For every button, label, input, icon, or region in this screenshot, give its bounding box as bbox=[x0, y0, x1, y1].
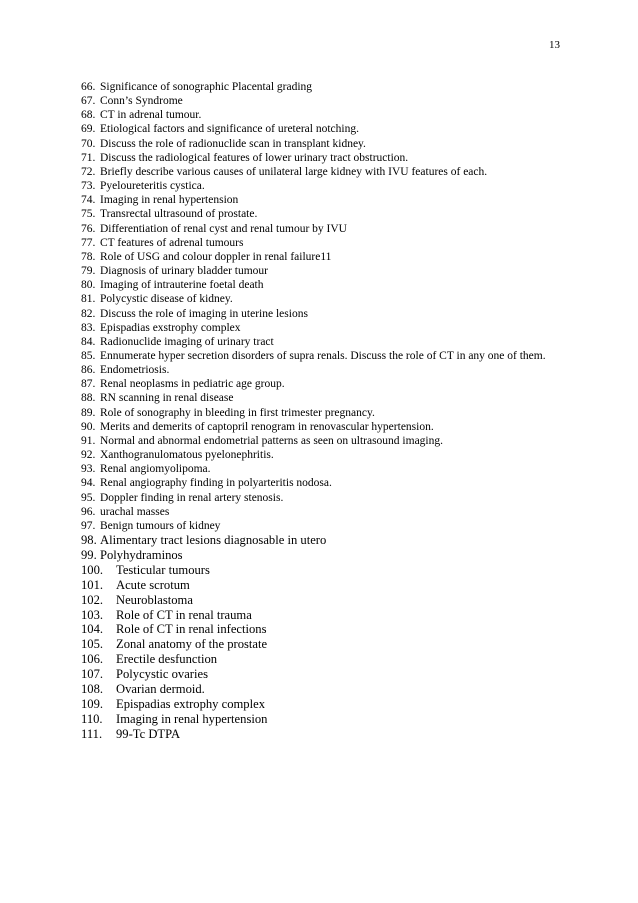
item-text: 99-Tc DTPA bbox=[116, 726, 181, 741]
list-item bbox=[81, 94, 561, 108]
item-number: 78. bbox=[81, 250, 96, 263]
item-number: 70. bbox=[81, 137, 96, 150]
page-number: 13 bbox=[549, 39, 560, 51]
item-text: Doppler finding in renal artery stenosis. bbox=[100, 491, 284, 504]
list-item bbox=[81, 476, 561, 490]
item-number: 108. bbox=[81, 682, 104, 697]
list-item bbox=[81, 727, 561, 742]
list-item bbox=[81, 391, 561, 405]
item-text: Ovarian dermoid. bbox=[116, 682, 205, 697]
item-text: Imaging in renal hypertension bbox=[100, 194, 239, 207]
item-text: Imaging in renal hypertension bbox=[116, 711, 268, 726]
item-text: Transrectal ultrasound of prostate. bbox=[100, 208, 258, 221]
item-text: Ennumerate hyper secretion disorders of supra renals. Discuss the role of CT in any one of them. bbox=[100, 349, 546, 362]
item-text: Discuss the role of radionuclide scan in transplant kidney. bbox=[100, 137, 366, 150]
list-item bbox=[81, 637, 561, 652]
item-number: 89. bbox=[81, 406, 96, 419]
item-number: 94. bbox=[81, 477, 96, 490]
item-number: 73. bbox=[81, 180, 96, 193]
item-text: Zonal anatomy of the prostate bbox=[116, 637, 268, 652]
item-number: 80. bbox=[81, 279, 96, 292]
list-item bbox=[81, 108, 561, 122]
item-number: 74. bbox=[81, 194, 96, 207]
item-text: Epispadias extrophy complex bbox=[116, 696, 265, 711]
list-item bbox=[81, 207, 561, 221]
list-item bbox=[81, 491, 561, 505]
item-number: 76. bbox=[81, 222, 96, 235]
item-text: Benign tumours of kidney bbox=[100, 519, 221, 532]
item-number: 102. bbox=[81, 592, 104, 607]
item-number: 97. bbox=[81, 519, 96, 532]
list-item bbox=[81, 548, 561, 563]
list-item bbox=[81, 533, 561, 548]
item-text: Merits and demerits of captopril renogram in renovascular hypertension. bbox=[100, 420, 434, 433]
list-item bbox=[81, 193, 561, 207]
list-item bbox=[81, 578, 561, 593]
item-text: Discuss the role of imaging in uterine lesions bbox=[100, 307, 308, 320]
item-text: Alimentary tract lesions diagnosable in utero bbox=[100, 533, 327, 547]
list-item bbox=[81, 406, 561, 420]
item-text: Renal angiomyolipoma. bbox=[100, 463, 211, 476]
item-text: Significance of sonographic Placental grading bbox=[100, 81, 313, 93]
list-item bbox=[81, 278, 561, 292]
item-text: Endometriosis. bbox=[100, 364, 170, 377]
item-text: Epispadias exstrophy complex bbox=[100, 321, 241, 334]
list-item bbox=[81, 292, 561, 306]
item-text: CT in adrenal tumour. bbox=[100, 109, 202, 122]
item-text: Role of CT in renal infections bbox=[116, 622, 267, 637]
item-text: Conn’s Syndrome bbox=[100, 95, 183, 108]
item-number: 91. bbox=[81, 434, 96, 447]
item-text: Radionuclide imaging of urinary tract bbox=[100, 335, 274, 348]
item-text: Role of USG and colour doppler in renal failure11 bbox=[100, 250, 332, 263]
item-number: 69. bbox=[81, 123, 96, 136]
item-number: 93. bbox=[81, 463, 96, 476]
item-number: 105. bbox=[81, 637, 104, 652]
item-text: Neuroblastoma bbox=[116, 592, 193, 607]
item-number: 100. bbox=[81, 562, 104, 577]
list-item bbox=[81, 712, 561, 727]
item-text: urachal masses bbox=[100, 505, 170, 518]
list-item bbox=[81, 264, 561, 278]
list-item bbox=[81, 593, 561, 608]
list-item bbox=[81, 519, 561, 533]
item-number: 99. bbox=[81, 547, 97, 562]
item-text: Briefly describe various causes of unilateral large kidney with IVU features of each. bbox=[100, 165, 488, 178]
item-number: 84. bbox=[81, 335, 96, 348]
item-number: 103. bbox=[81, 607, 104, 622]
item-number: 67. bbox=[81, 95, 96, 108]
item-number: 77. bbox=[81, 236, 96, 249]
list-item bbox=[81, 179, 561, 193]
item-number: 79. bbox=[81, 265, 96, 278]
list-item bbox=[81, 307, 561, 321]
item-text: Renal angiography finding in polyarteritis nodosa. bbox=[100, 477, 332, 490]
item-text: Discuss the radiological features of lower urinary tract obstruction. bbox=[100, 151, 409, 164]
list-item bbox=[81, 697, 561, 712]
list-item bbox=[81, 80, 561, 94]
list-item bbox=[81, 420, 561, 434]
item-text: Role of sonography in bleeding in first trimester pregnancy. bbox=[100, 406, 375, 419]
item-number: 87. bbox=[81, 378, 96, 391]
list-item bbox=[81, 122, 561, 136]
item-number: 101. bbox=[81, 577, 104, 592]
list-item bbox=[81, 448, 561, 462]
item-number: 96. bbox=[81, 505, 96, 518]
item-number: 82. bbox=[81, 307, 96, 320]
item-number: 95. bbox=[81, 491, 96, 504]
item-number: 110. bbox=[81, 711, 103, 726]
list-item bbox=[81, 349, 561, 363]
list-item bbox=[81, 321, 561, 335]
list-item bbox=[81, 434, 561, 448]
list-item bbox=[81, 652, 561, 667]
item-text: Diagnosis of urinary bladder tumour bbox=[100, 265, 268, 278]
list-item bbox=[81, 137, 561, 151]
item-text: Differentiation of renal cyst and renal tumour by IVU bbox=[100, 222, 347, 235]
list-item bbox=[81, 165, 561, 179]
item-text: RN scanning in renal disease bbox=[100, 392, 234, 405]
item-number: 106. bbox=[81, 652, 104, 667]
item-number: 109. bbox=[81, 696, 104, 711]
item-number: 68. bbox=[81, 109, 96, 122]
item-text: Normal and abnormal endometrial patterns as seen on ultrasound imaging. bbox=[100, 434, 443, 447]
item-number: 98. bbox=[81, 533, 97, 547]
list-item bbox=[81, 363, 561, 377]
list-item bbox=[81, 667, 561, 682]
item-number: 72. bbox=[81, 165, 96, 178]
list-item bbox=[81, 236, 561, 250]
list-item bbox=[81, 608, 561, 623]
item-number: 66. bbox=[81, 81, 96, 93]
item-text: Polyhydraminos bbox=[100, 547, 183, 562]
item-number: 81. bbox=[81, 293, 96, 306]
item-text: CT features of adrenal tumours bbox=[100, 236, 244, 249]
item-text: Role of CT in renal trauma bbox=[116, 607, 252, 622]
item-text: Xanthogranulomatous pyelonephritis. bbox=[100, 449, 274, 462]
item-text: Pyeloureteritis cystica. bbox=[100, 180, 205, 193]
list-item bbox=[81, 462, 561, 476]
list-item bbox=[81, 250, 561, 264]
item-text: Testicular tumours bbox=[116, 562, 210, 577]
item-number: 107. bbox=[81, 667, 104, 682]
item-number: 86. bbox=[81, 364, 96, 377]
item-number: 85. bbox=[81, 349, 96, 362]
item-number: 111. bbox=[81, 726, 103, 741]
item-text: Acute scrotum bbox=[116, 577, 190, 592]
item-number: 75. bbox=[81, 208, 96, 221]
item-text: Polycystic disease of kidney. bbox=[100, 293, 233, 306]
item-number: 83. bbox=[81, 321, 96, 334]
list-item bbox=[81, 682, 561, 697]
list-item bbox=[81, 622, 561, 637]
item-text: Erectile desfunction bbox=[116, 652, 218, 667]
item-number: 71. bbox=[81, 151, 96, 164]
item-number: 92. bbox=[81, 449, 96, 462]
item-number: 88. bbox=[81, 392, 96, 405]
item-text: Imaging of intrauterine foetal death bbox=[100, 279, 264, 292]
question-list bbox=[81, 80, 561, 742]
item-text: Polycystic ovaries bbox=[116, 667, 208, 682]
list-item bbox=[81, 505, 561, 519]
item-text: Renal neoplasms in pediatric age group. bbox=[100, 378, 285, 391]
item-number: 90. bbox=[81, 420, 96, 433]
item-text: Etiological factors and significance of ureteral notching. bbox=[100, 123, 359, 136]
list-item bbox=[81, 563, 561, 578]
item-number: 104. bbox=[81, 622, 104, 637]
list-item bbox=[81, 377, 561, 391]
list-item bbox=[81, 335, 561, 349]
list-item bbox=[81, 222, 561, 236]
list-item bbox=[81, 151, 561, 165]
